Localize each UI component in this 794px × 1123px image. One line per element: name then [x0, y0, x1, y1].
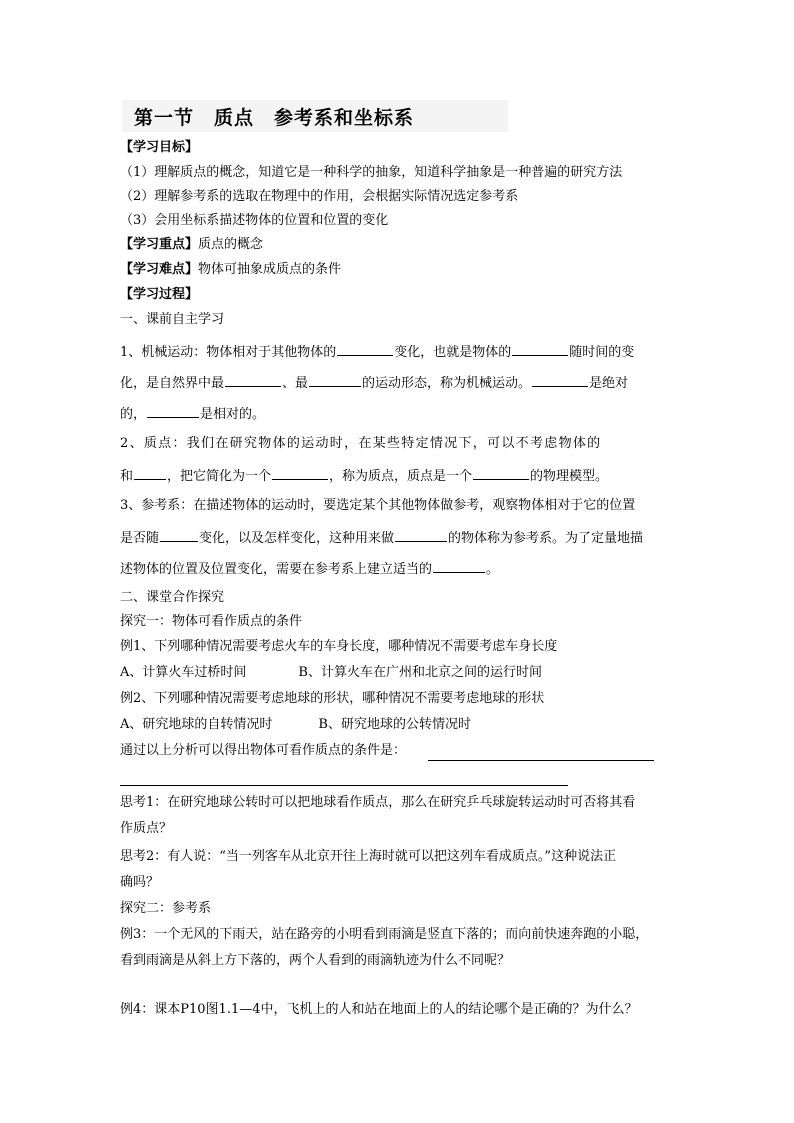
objective-item: （1）理解质点的概念，知道它是一种科学的抽象，知道科学抽象是一种普遍的研究方法 — [120, 165, 623, 180]
fill-blank — [473, 466, 529, 480]
difficulty-text: 物体可抽象成质点的条件 — [198, 262, 342, 277]
fill-blank — [225, 373, 281, 387]
think2-line2: 确吗？ — [120, 875, 160, 890]
text-run: ，称为质点，质点是一个 — [329, 469, 473, 484]
fill-blank — [309, 373, 361, 387]
section1-heading: 一、课前自主学习 — [120, 312, 225, 327]
process-heading: 【学习过程】 — [120, 287, 199, 302]
text-run: 述物体的位置及位置变化，需要在参考系上建立适当的 — [120, 562, 433, 577]
key-point-text: 质点的概念 — [198, 237, 264, 252]
key-point-line — [120, 236, 263, 254]
example2-options — [120, 716, 471, 734]
option-b: B、计算火车在广州和北京之间的运行时间 — [298, 665, 542, 680]
example4: 例4：课本P10图1.1—4中，飞机上的人和站在地面上的人的结论哪个是正确的？为什么？ — [120, 1002, 638, 1017]
option-a: A、研究地球的自转情况时 — [120, 717, 273, 732]
option-a: A、计算火车过桥时间 — [120, 665, 247, 680]
think1-line1: 思考1：在研究地球公转时可以把地球看作质点，那么在研究乒乓球旋转运动时可否将其看 — [120, 795, 636, 810]
objective-item: （3）会用坐标系描述物体的位置和位置的变化 — [120, 213, 389, 228]
text-run: 、最 — [282, 376, 309, 391]
difficulty-line — [120, 261, 341, 279]
objective-item: （2）理解参考系的选取在物理中的作用，会根据实际情况选定参考系 — [120, 189, 519, 204]
option-b: B、研究地球的公转情况时 — [318, 717, 471, 732]
text-run: 1、机械运动：物体相对于其他物体的 — [120, 345, 337, 360]
text-run: 的物体称为参考系。为了定量地描 — [448, 531, 644, 546]
explore1-heading: 探究一：物体可看作质点的条件 — [120, 614, 303, 629]
difficulty-label: 【学习难点】 — [120, 262, 199, 277]
text-run: 。 — [486, 562, 500, 577]
key-point-label: 【学习重点】 — [120, 237, 199, 252]
conclusion-prompt: 通过以上分析可以得出物体可看作质点的条件是： — [120, 743, 407, 758]
fill-blank — [147, 404, 199, 418]
page-title: 第一节 质点 参考系和坐标系 — [134, 107, 415, 129]
p1-line2 — [120, 373, 628, 393]
answer-line — [428, 760, 654, 761]
text-run: ，把它简化为一个 — [167, 469, 272, 484]
example1-options — [120, 664, 542, 682]
fill-blank — [337, 342, 393, 356]
example3-line2: 看到雨滴是从斜上方下落的，两个人看到的雨滴轨迹为什么不同呢？ — [120, 953, 511, 968]
answer-line — [120, 785, 568, 786]
text-run: 变化，以及怎样变化，这种用来做 — [199, 531, 395, 546]
text-run: 变化，也就是物体的 — [394, 345, 512, 360]
objectives-heading: 【学习目标】 — [120, 140, 199, 155]
text-run: 是相对的。 — [200, 407, 266, 422]
p3-line1: 3、参考系：在描述物体的运动时，要选定某个其他物体做参考，观察物体相对于它的位置 — [120, 498, 636, 513]
fill-blank — [532, 373, 588, 387]
text-run: 是否随 — [120, 531, 160, 546]
example2: 例2、下列哪种情况需要考虑地球的形状，哪种情况不需要考虑地球的形状 — [120, 691, 545, 706]
example1: 例1、下列哪种情况需要考虑火车的车身长度，哪种情况不需要考虑车身长度 — [120, 639, 558, 654]
text-run: 化，是自然界中最 — [120, 376, 225, 391]
think1-line2: 作质点？ — [120, 821, 173, 836]
p1-line3 — [120, 404, 265, 424]
fill-blank — [433, 559, 485, 573]
p2-line2 — [120, 466, 608, 486]
text-run: 的运动形态，称为机械运动。 — [362, 376, 532, 391]
text-run: 是绝对 — [589, 376, 629, 391]
text-run: 的， — [120, 407, 147, 422]
text-run: 和 — [120, 469, 134, 484]
fill-blank — [395, 528, 447, 542]
p3-line3 — [120, 559, 499, 579]
fill-blank — [272, 466, 328, 480]
p1-line1 — [120, 342, 634, 362]
fill-blank — [512, 342, 568, 356]
fill-blank — [134, 466, 166, 480]
text-run: 的物理模型。 — [530, 469, 609, 484]
example3-line1: 例3：一个无风的下雨天，站在路旁的小明看到雨滴是竖直下落的；而向前快速奔跑的小聪， — [120, 927, 649, 942]
p3-line2 — [120, 528, 643, 548]
explore2-heading: 探究二：参考系 — [120, 901, 212, 916]
think2-line1: 思考2：有人说：“当一列客车从北京开往上海时就可以把这列车看成质点。”这种说法正 — [120, 849, 617, 864]
p2-line1: 2、质点：我们在研究物体的运动时，在某些特定情况下，可以不考虑物体的 — [120, 436, 602, 451]
text-run: 随时间的变 — [569, 345, 635, 360]
fill-blank — [160, 528, 198, 542]
section2-heading: 二、课堂合作探究 — [120, 590, 225, 605]
